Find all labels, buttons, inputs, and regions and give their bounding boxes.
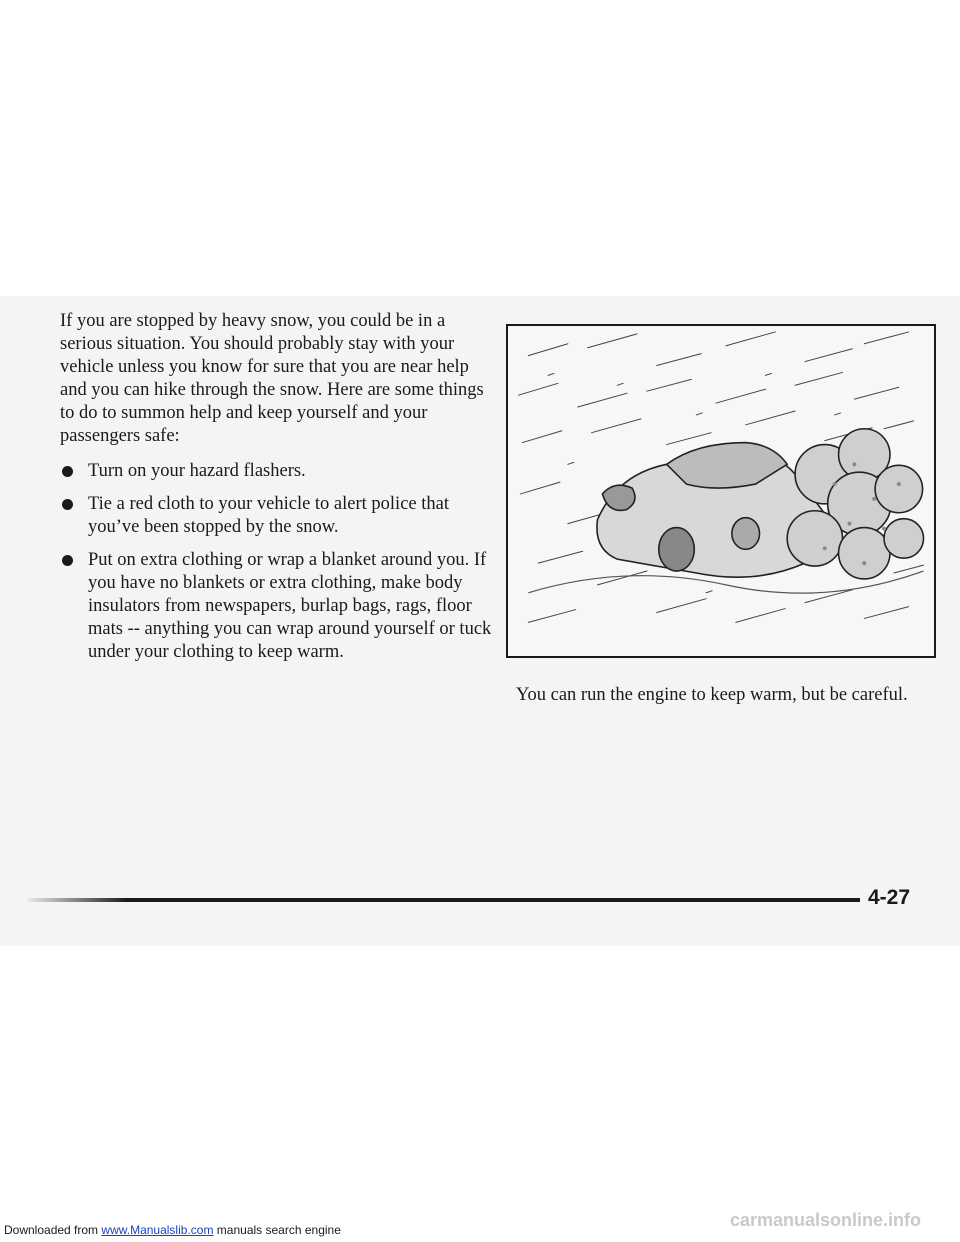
site-watermark: carmanualsonline.info <box>730 1210 922 1230</box>
snowbound-car-illustration <box>506 324 936 658</box>
page-number: 4-27 <box>868 886 911 909</box>
list-item-text: Put on extra clothing or wrap a blanket around you. If you have no blankets or extra clothing, make body insulators from newspapers, burlap bags, rags, floor mats -- anything you can wrap around yourself or tuck under your clothing to keep warm. <box>88 550 492 662</box>
footer-suffix: manuals search engine <box>216 1223 341 1237</box>
bullet-icon <box>62 499 73 510</box>
intro-paragraph: If you are stopped by heavy snow, you could be in a serious situation. You should probably stay with your vehicle unless you know for sure that you are near help and you can hike through the snow. Here are some things to do to summon help and keep yourself and your passengers safe: <box>60 311 484 446</box>
footer-prefix: Downloaded from <box>4 1223 99 1237</box>
car-in-snow-icon <box>508 326 934 656</box>
bullet-icon <box>62 466 73 477</box>
list-item-text: Tie a red cloth to your vehicle to alert police that you’ve been stopped by the snow. <box>88 494 449 537</box>
footer-rule <box>28 898 860 902</box>
list-item <box>60 460 492 483</box>
list-item <box>60 549 492 664</box>
manualslib-link[interactable]: www.Manualslib.com <box>101 1223 214 1237</box>
figure-caption: You can run the engine to keep warm, but be careful. <box>516 685 908 705</box>
list-item-text: Turn on your hazard flashers. <box>88 461 306 481</box>
body-text <box>60 310 492 674</box>
list-item <box>60 493 492 539</box>
tips-list <box>60 460 492 664</box>
download-footer <box>4 1223 341 1237</box>
bullet-icon <box>62 555 73 566</box>
